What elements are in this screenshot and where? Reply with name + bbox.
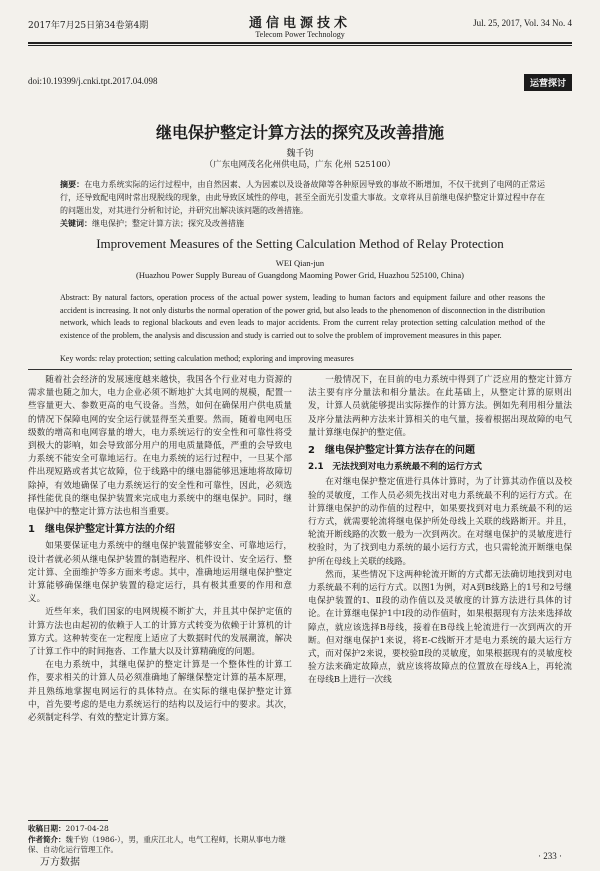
section-2-1-paragraph-1: 在对继电保护整定值进行具体计算时，为了计算其动作值以及校验的灵敏度，工作人员必须先找出对电力系统最不利的运行方式。在计算继电保护的动作值的过程中，如果要找到对电力系统最不利的运行方式，就需要轮流将继电保护所处母线上关联的线路断开。并且，轮流开断线路的次数一般为一次到两次。在对继电保护的灵敏度进行校验时，为了找到电力系统的最小运行方式，也只需轮流开断继电保护所在母线上关联的线路。 [308, 477, 572, 567]
keywords-cn-text: 继电保护；整定计算方法；探究及改善措施 [92, 219, 244, 228]
running-header [28, 12, 572, 42]
body-column-right [308, 374, 572, 688]
abstract-en-label: Abstract: [60, 293, 90, 302]
section-1-paragraph-2: 近些年来，我们国家的电网规模不断扩大，并且其中保护定值的计算方法也由起初的依赖于人工的计算方式转变为依赖于计算机的计算方式。这种转变在一定程度上适应了大数据时代的发展潮流，解决了计算工作中的时间拖沓、工作量大以及计算精确度的问题。 [28, 607, 292, 658]
header-rule-thin [28, 45, 572, 46]
section-1-paragraph-3: 在电力系统中，其继电保护的整定计算是一个整体性的计算工作，要求相关的计算人员必须准确地了解继保整定计算的基本原理，并且熟练地掌握电网运行的具体特点。在实际的继电保护整定计算中，首先要考虑的是电力系统运行的结构以及运行中的要求。其次，必须制定科学、有效的整定计算方案。 [28, 660, 292, 724]
keywords-en [60, 353, 545, 365]
paper-title-en: Improvement Measures of the Setting Calculation Method of Relay Protection [96, 236, 504, 251]
abstract-en-text: By natural factors, operation process of the actual power system, leading to human factors and equipment failure and other reasons the accident is increasing. It not only disturbs the normal operation of the power grid, but also leads to the phenomenon of disconnection in the distribution network, which leads to regional blackouts and even leads to major accidents. From the current relay protection setting calculation method of the existence of the problem, the analysis and discussion and study is carried out to solve the problem of improvement measures in this paper. [60, 293, 545, 340]
affiliation-en: (Huazhou Power Supply Bureau of Guangdong Maoming Power Grid, Huazhou 525100, China) [136, 270, 464, 280]
section-1-paragraph-4: 一般情况下，在目前的电力系统中得到了广泛应用的整定计算方法主要有序分量法和相分量法。在此基础上，从整定计算的原则出发，计算人员就能够提出实际操作的计算方法。例如先利用相分量法及序分量法两种方法来计算相关的电气量，接着根据出现故障的电气量计算继电保护的整定值。 [308, 375, 572, 438]
intro-paragraph: 随着社会经济的发展速度越来越快，我国各个行业对电力资源的需求量也随之加大，电力企业必须不断地扩大其电网的规模，配置一些容量更大、参数更高的电气设备。当然，如何在确保用户供电质量的情况下保障电网的安全运行就显得至关重要。然而，随着电网电压级数的增高和电网容量的增大，电力系统运行的安全性和可靠性将受到极大的影响，如会导致部分用户的用电质量降低，严重的会导致电力系统不能安全可靠地运行。在电力系统的运行过程中，一旦某个部件出现短路或者其它故障，位于线路中的继电器能够迅速地将故障切除掉，有效地确保了电力系统运行的安全性和可靠性，因此，必须选择性能优良的继电保护装置来完成电力系统中的继电保护。同时，继电保护中的整定计算方法也相当重要。 [28, 375, 292, 518]
abstract-cn-text: 在电力系统实际的运行过程中，由自然因素、人为因素以及设备故障等各种原因导致的事故不断增加，不仅干扰到了电网的正常运行，还导致配电网时常出现脱线的现象，由此导致区域性的停电，甚至全面光引发重大事故。文章将从目前继电保护整定计算过程中存在的问题出发，对其进行分析和讨论，并研究出解决该问题的改善措施。 [60, 180, 546, 215]
journal-name-cn: 通信电源技术 [248, 16, 351, 31]
footnote-author-bio [28, 835, 292, 855]
footnote-received [28, 824, 292, 834]
section-tag: 运营探讨 [524, 74, 572, 91]
author-bio-label: 作者简介： [28, 835, 66, 844]
issue-date: 2017年7月25日第34卷第4期 [28, 21, 149, 31]
body-column-left [28, 374, 292, 725]
section-1-heading: 1 继电保护整定计算方法的介绍 [28, 524, 175, 536]
page-number: · 233 · [538, 851, 562, 861]
abstract-en [60, 292, 545, 342]
author-cn: 魏千钧 [286, 149, 314, 159]
paper-title-cn: 继电保护整定计算方法的探究及改善措施 [155, 123, 444, 142]
journal-name-en: Telecom Power Technology [255, 30, 345, 39]
abstract-divider [28, 369, 572, 370]
issue-volume: Jul. 25, 2017, Vol. 34 No. 4 [473, 18, 572, 28]
author-bio-text: 魏千钧（1986-），男，重庆江北人，电气工程师，长期从事电力继保、自动化运行管理工作。 [28, 835, 286, 854]
keywords-cn [60, 218, 545, 230]
keywords-cn-label: 关键词： [60, 219, 92, 228]
header-rule [28, 42, 572, 44]
section-2-1-heading: 2.1 无法找到对电力系统最不利的运行方式 [308, 462, 482, 473]
abstract-cn-label: 摘要： [60, 180, 85, 189]
section-1-paragraph-1: 如果要保证电力系统中的继电保护装置能够安全、可靠地运行，设计者就必须从继电保护装置的制造程序、机件设计、安全运行、整定计算、全面维护等多方面来考虑。其中，准确地运用继电保护整定计算能够确保继电保护装置的稳定运行，具有极其重要的作用和意义。 [28, 541, 292, 605]
wanfang-watermark: 万方数据 [40, 857, 80, 868]
abstract-cn [60, 178, 545, 217]
keywords-en-text: relay protection; setting calculation method; exploring and improving measures [99, 354, 354, 363]
keywords-en-label: Key words: [60, 354, 98, 363]
received-label: 收稿日期： [28, 824, 66, 833]
footnote-rule [28, 820, 108, 821]
doi: doi:10.19399/j.cnki.tpt.2017.04.098 [28, 76, 158, 86]
affiliation-cn: （广东电网茂名化州供电局，广东 化州 525100） [204, 160, 396, 170]
author-en: WEI Qian-jun [275, 258, 325, 268]
received-date: 2017-04-28 [65, 824, 109, 833]
section-2-1-paragraph-2: 然而，某些情况下这两种轮流开断的方式都无法确切地找到对电力系统最不利的运行方式。以图1为例，对A到B线路上的1号和2号继电保护装置的Ⅰ、Ⅱ段的动作值以及灵敏度的计算方法进行具体的讨论。在计算继电保护1中Ⅰ段的动作值时，如果根据现有方法来选择故障点，就应该选择B母线，接着在B母线上轮流进行一次到两次的开断。但对继电保护1来说，将E-C线断开才是电力系统的最大运行方式，而对保护2来说，要校验Ⅱ段的灵敏度，如果根据现有的灵敏度校验方法来确定故障点，就应该将故障点的位置放在母线A上，再轮流在母线B上进行一次线 [308, 569, 572, 686]
section-2-heading: 2 继电保护整定计算方法存在的问题 [308, 445, 475, 457]
